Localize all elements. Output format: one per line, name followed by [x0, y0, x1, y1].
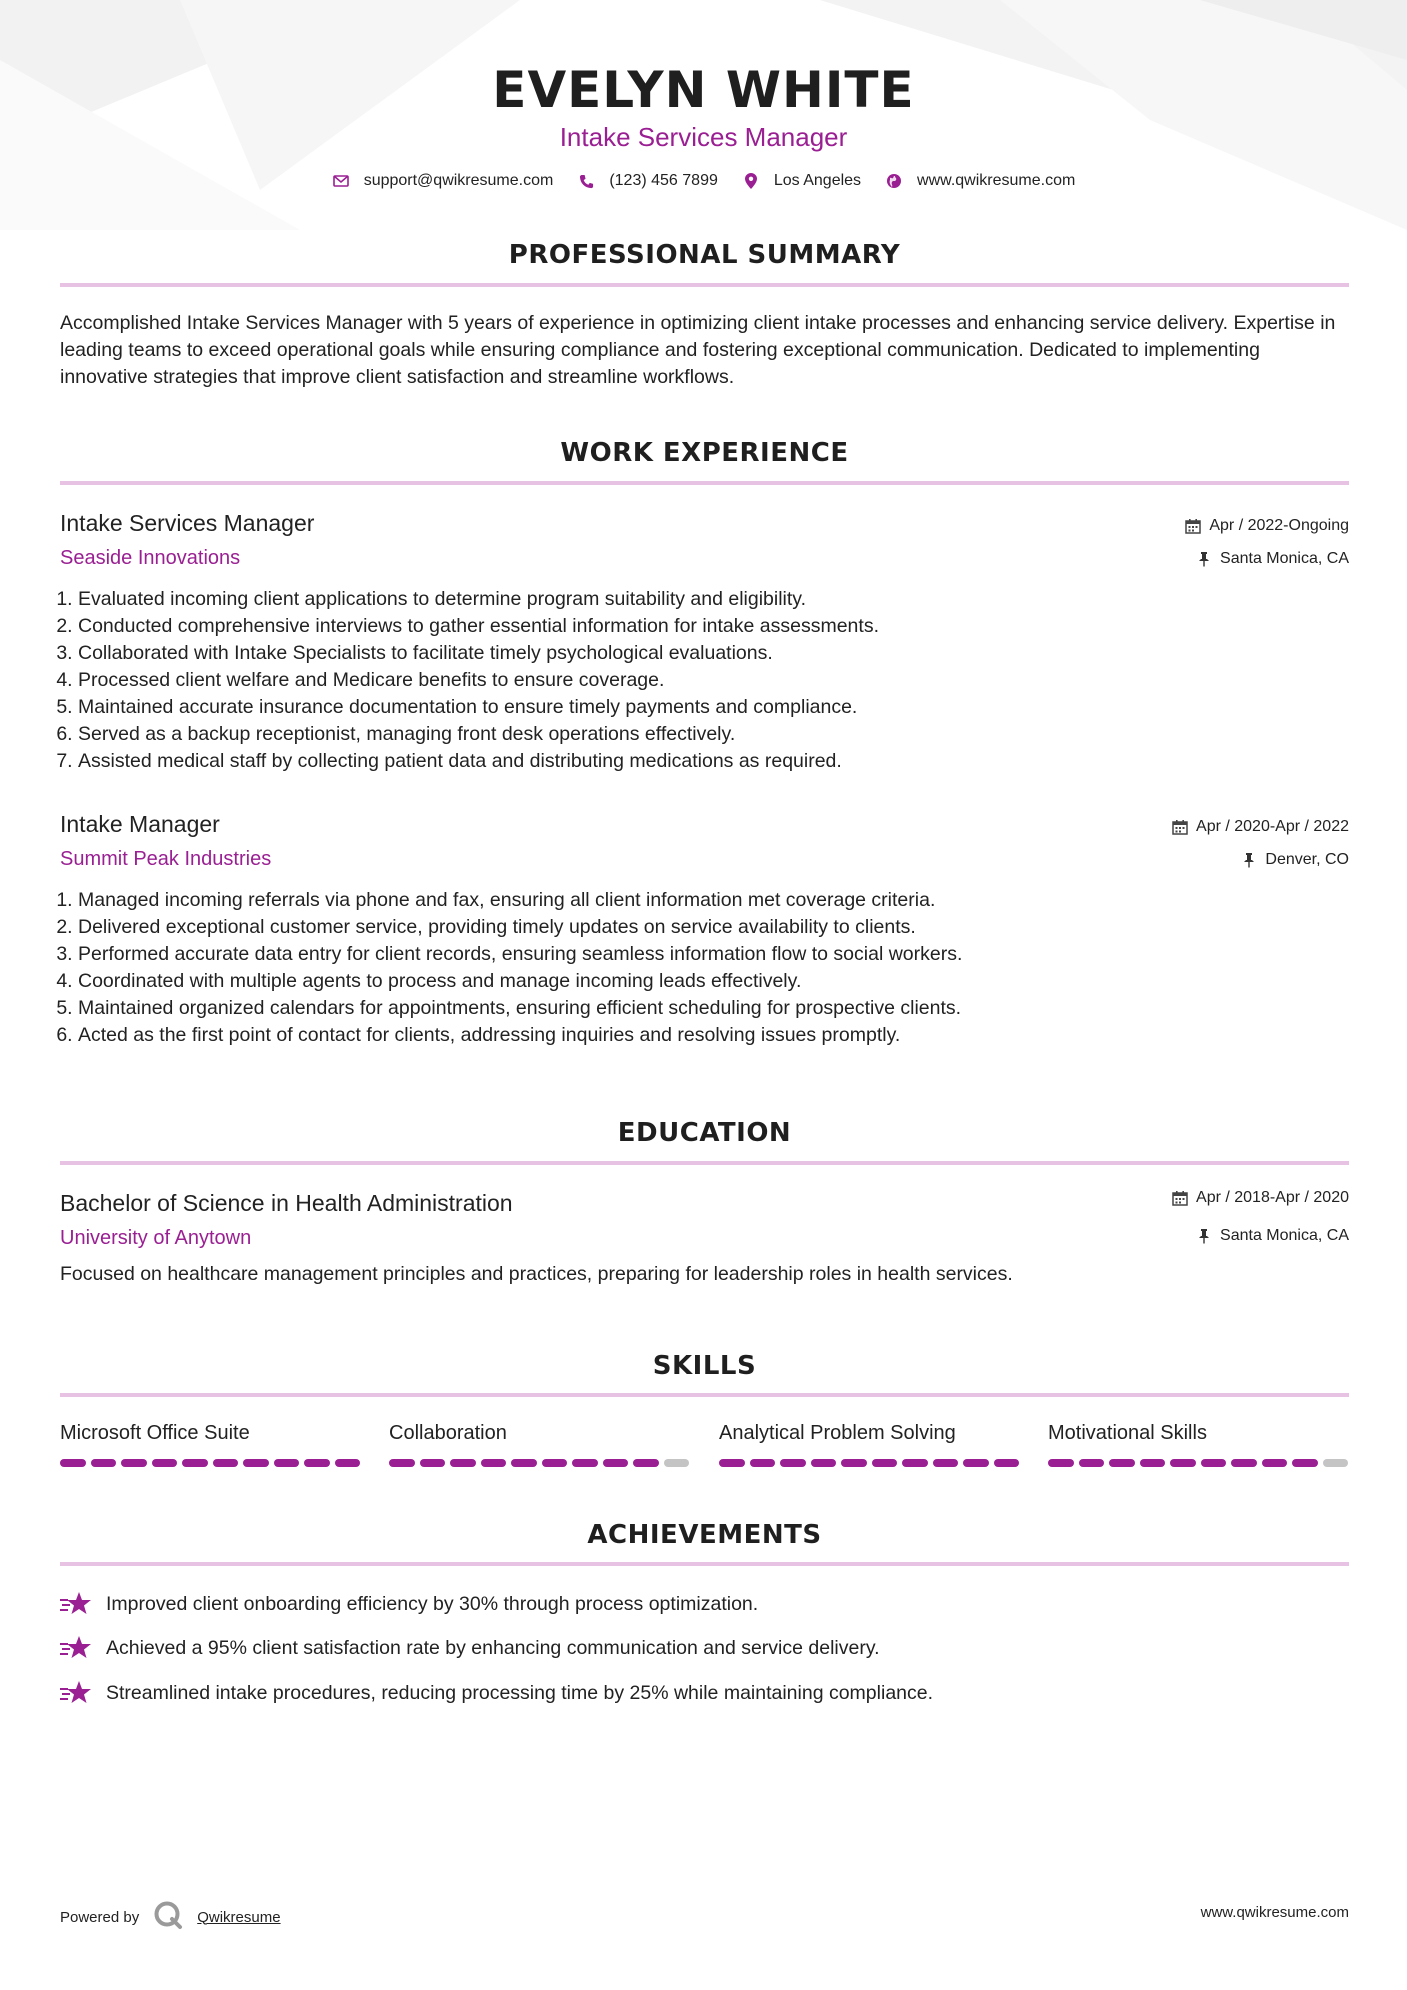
skill-level-segment-filled [572, 1459, 598, 1467]
contact-bar [0, 172, 1407, 190]
list-item: 4. Processed client welfare and Medicare benefits to ensure coverage. [78, 667, 1367, 694]
education-description: Focused on healthcare management principles and practices, preparing for leadership roles in health services. [60, 1263, 1013, 1285]
qwikresume-link[interactable]: Qwikresume [197, 1908, 281, 1926]
skill-level-segment-filled [872, 1459, 898, 1467]
list-item: 3. Collaborated with Intake Specialists to facilitate timely psychological evaluations. [78, 640, 1367, 667]
skill-item [389, 1419, 689, 1467]
skill-level-segment-filled [780, 1459, 806, 1467]
skill-name: Microsoft Office Suite [60, 1422, 250, 1444]
skill-level-segment-filled [633, 1459, 659, 1467]
job-dates-text: Apr / 2020-Apr / 2022 [1196, 818, 1349, 835]
candidate-role: Intake Services Manager [559, 122, 848, 152]
skill-level-segment-filled [389, 1459, 415, 1467]
skill-level-segment-filled [1140, 1459, 1166, 1467]
skill-name: Analytical Problem Solving [719, 1422, 956, 1444]
list-item: 7. Assisted medical staff by collecting patient data and distributing medications as required. [78, 748, 1367, 775]
contact-location [742, 172, 861, 190]
contact-email[interactable] [332, 172, 554, 190]
achievement-text: Streamlined intake procedures, reducing processing time by 25% while maintaining compliance. [106, 1682, 934, 1704]
skill-level-segment-filled [511, 1459, 537, 1467]
skill-level-segment-filled [902, 1459, 928, 1467]
footer-website[interactable]: www.qwikresume.com [1200, 1904, 1349, 1921]
skill-level-segment-filled [274, 1459, 300, 1467]
skill-level-segment-filled [1292, 1459, 1318, 1467]
education-heading: EDUCATION [617, 1118, 792, 1148]
skill-level-segment-filled [121, 1459, 147, 1467]
job-location-text: Denver, CO [1265, 851, 1349, 868]
job-dates [1172, 816, 1349, 838]
skill-level-segment-filled [243, 1459, 269, 1467]
skill-level-segment-filled [420, 1459, 446, 1467]
powered-by-label: Powered by [60, 1908, 140, 1926]
pushpin-icon [1241, 852, 1257, 868]
achievement-text: Achieved a 95% client satisfaction rate by enhancing communication and service delivery. [106, 1637, 880, 1659]
map-marker-icon [742, 172, 760, 190]
phone-icon [577, 172, 595, 190]
job-responsibilities [60, 887, 1367, 1049]
contact-phone[interactable] [577, 172, 718, 190]
skill-level-segment-filled [304, 1459, 330, 1467]
job-company: Summit Peak Industries [60, 848, 272, 870]
list-item: 2. Delivered exceptional customer service, providing timely updates on service availability to clients. [78, 914, 1367, 941]
education-divider [60, 1161, 1349, 1165]
achievement-item [60, 1634, 1349, 1662]
skill-item [719, 1419, 1019, 1467]
education-location-text: Santa Monica, CA [1220, 1227, 1349, 1244]
job-dates [1185, 515, 1349, 537]
pushpin-icon [1196, 551, 1212, 567]
skill-level-segment-filled [719, 1459, 745, 1467]
job-title: Intake Manager [60, 811, 220, 837]
contact-phone-text: (123) 456 7899 [609, 172, 718, 189]
contact-email-text: support@qwikresume.com [363, 172, 554, 189]
list-item: 1. Managed incoming referrals via phone and fax, ensuring all client information met coverage criteria. [78, 887, 1367, 914]
footer-branding [60, 1900, 281, 1934]
globe-icon [885, 172, 903, 190]
education-degree: Bachelor of Science in Health Administration [60, 1190, 513, 1216]
summary-divider [60, 283, 1349, 287]
skill-name: Motivational Skills [1048, 1422, 1207, 1444]
envelope-icon [332, 172, 350, 190]
job-title: Intake Services Manager [60, 510, 315, 536]
skills-divider [60, 1393, 1349, 1397]
contact-website[interactable] [885, 172, 1075, 190]
skill-level-segment-filled [1048, 1459, 1074, 1467]
skill-level-bar [1048, 1459, 1348, 1467]
skill-level-segment-filled [152, 1459, 178, 1467]
skill-name: Collaboration [389, 1422, 507, 1444]
achievement-text: Improved client onboarding efficiency by 30% through process optimization. [106, 1593, 759, 1615]
calendar-icon [1172, 819, 1188, 835]
experience-divider [60, 481, 1349, 485]
summary-heading: PROFESSIONAL SUMMARY [508, 240, 901, 270]
education-dates [1172, 1187, 1349, 1209]
skill-level-segment-filled [963, 1459, 989, 1467]
job-dates-text: Apr / 2022-Ongoing [1209, 517, 1349, 534]
skill-level-segment-filled [1262, 1459, 1288, 1467]
job-location [1196, 548, 1349, 570]
skill-level-segment-filled [1079, 1459, 1105, 1467]
job-location-text: Santa Monica, CA [1220, 550, 1349, 567]
achievement-item [60, 1679, 1349, 1707]
calendar-icon [1185, 518, 1201, 534]
star-trophy-icon [60, 1679, 92, 1707]
skill-level-segment-filled [1201, 1459, 1227, 1467]
summary-text: Accomplished Intake Services Manager with 5 years of experience in optimizing client intake processes and enhancing service delivery. Expertise in leading teams to exceed operational goals while ensuring compliance and fostering exceptional communication. Dedicated to implementing innovative strategies that improve client satisfaction and streamline workflows. [60, 312, 1336, 388]
skill-level-segment-filled [213, 1459, 239, 1467]
skill-item [60, 1419, 360, 1467]
achievements-divider [60, 1562, 1349, 1566]
skill-level-segment-empty [664, 1459, 690, 1467]
star-trophy-icon [60, 1634, 92, 1662]
skill-item [1048, 1419, 1348, 1467]
education-school: University of Anytown [60, 1227, 252, 1249]
achievement-item [60, 1590, 1349, 1618]
skill-level-bar [719, 1459, 1019, 1467]
list-item: 5. Maintained organized calendars for appointments, ensuring efficient scheduling for prospective clients. [78, 995, 1367, 1022]
contact-location-text: Los Angeles [773, 172, 862, 189]
list-item: 4. Coordinated with multiple agents to process and manage incoming leads effectively. [78, 968, 1367, 995]
candidate-name: EVELYN WHITE [492, 61, 915, 119]
list-item: 3. Performed accurate data entry for client records, ensuring seamless information flow to social workers. [78, 941, 1367, 968]
skill-level-segment-filled [933, 1459, 959, 1467]
skill-level-segment-filled [841, 1459, 867, 1467]
skill-level-segment-filled [450, 1459, 476, 1467]
skill-level-segment-filled [603, 1459, 629, 1467]
education-location [1196, 1225, 1349, 1247]
pushpin-icon [1196, 1228, 1212, 1244]
skill-level-segment-filled [542, 1459, 568, 1467]
list-item: 6. Served as a backup receptionist, managing front desk operations effectively. [78, 721, 1367, 748]
job-company: Seaside Innovations [60, 547, 241, 569]
skill-level-segment-filled [481, 1459, 507, 1467]
skill-level-segment-filled [1109, 1459, 1135, 1467]
list-item: 6. Acted as the first point of contact for clients, addressing inquiries and resolving issues promptly. [78, 1022, 1367, 1049]
skill-level-segment-filled [60, 1459, 86, 1467]
skill-level-segment-filled [1170, 1459, 1196, 1467]
skills-heading: SKILLS [652, 1351, 757, 1381]
job-responsibilities [60, 586, 1367, 775]
skill-level-bar [60, 1459, 360, 1467]
star-trophy-icon [60, 1590, 92, 1618]
skill-level-segment-filled [994, 1459, 1020, 1467]
skill-level-segment-filled [750, 1459, 776, 1467]
skill-level-bar [389, 1459, 689, 1467]
education-dates-text: Apr / 2018-Apr / 2020 [1196, 1189, 1349, 1206]
skill-level-segment-filled [335, 1459, 361, 1467]
qwikresume-logo-icon [153, 1900, 183, 1934]
achievements-heading: ACHIEVEMENTS [587, 1520, 822, 1550]
skill-level-segment-filled [91, 1459, 117, 1467]
list-item: 2. Conducted comprehensive interviews to gather essential information for intake assessments. [78, 613, 1367, 640]
skill-level-segment-filled [1231, 1459, 1257, 1467]
experience-heading: WORK EXPERIENCE [560, 438, 849, 468]
skill-level-segment-empty [1323, 1459, 1349, 1467]
list-item: 5. Maintained accurate insurance documentation to ensure timely payments and compliance. [78, 694, 1367, 721]
list-item: 1. Evaluated incoming client applications to determine program suitability and eligibility. [78, 586, 1367, 613]
job-location [1241, 849, 1349, 871]
skill-level-segment-filled [182, 1459, 208, 1467]
contact-website-text: www.qwikresume.com [917, 172, 1076, 189]
skill-level-segment-filled [811, 1459, 837, 1467]
calendar-icon [1172, 1190, 1188, 1206]
